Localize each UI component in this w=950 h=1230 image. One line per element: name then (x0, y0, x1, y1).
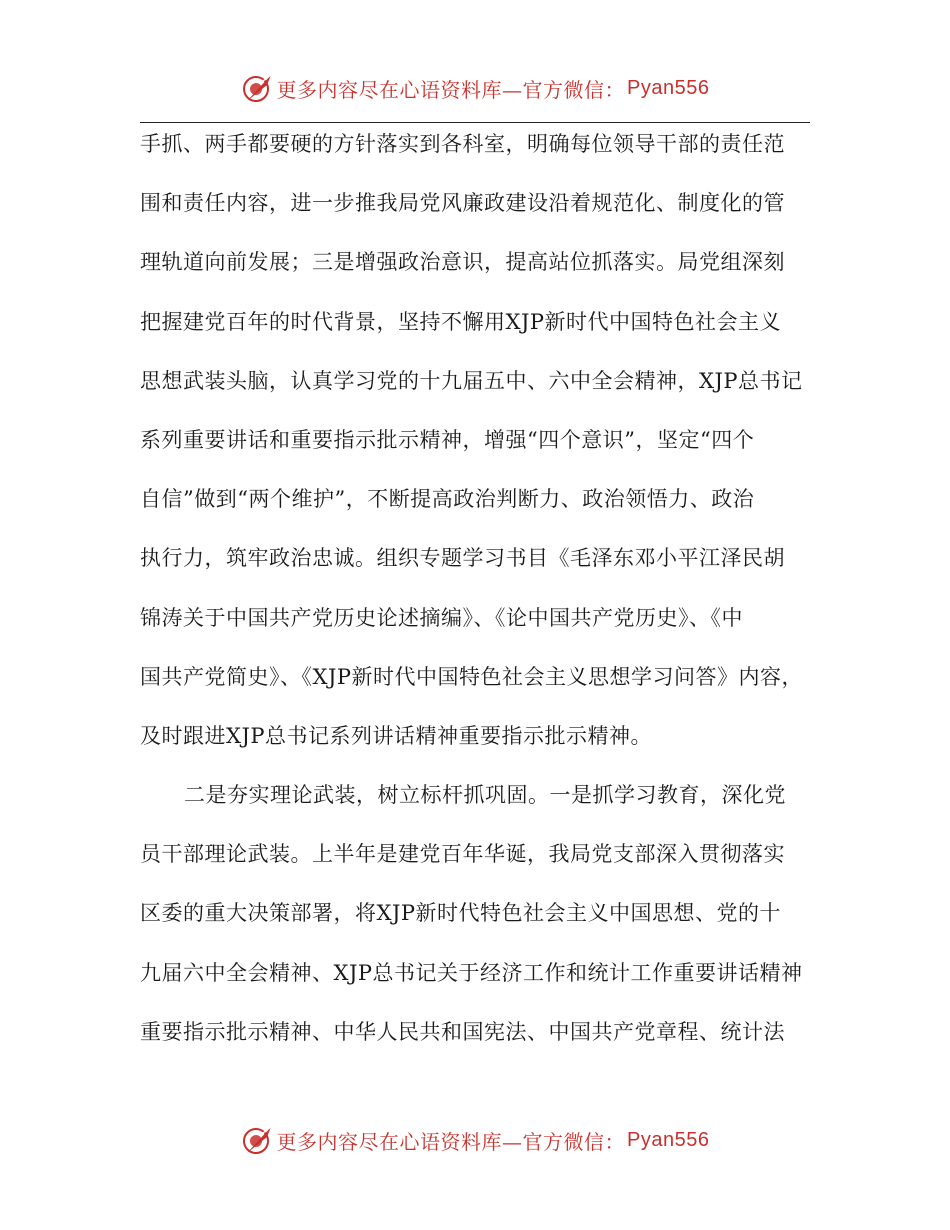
body-line: 及时跟进XJP总书记系列讲话精神重要指示批示精神。 (140, 723, 652, 748)
body-line: 自信”做到“两个维护”，不断提高政治判断力、政治领悟力、政治 (140, 487, 755, 512)
body-line: 围和责任内容，进一步推我局党风廉政建设沿着规范化、制度化的管 (140, 191, 785, 216)
header-wechat-id: Pyan556 (627, 76, 710, 99)
quill-pen-logo-icon (241, 1123, 275, 1157)
header-brand-text: 更多内容尽在心语资料库—官方微信： (276, 77, 626, 102)
page-header (0, 68, 950, 108)
body-line: 执行力，筑牢政治忠诚。组织专题学习书目《毛泽东邓小平江泽民胡 (140, 546, 785, 571)
body-line: 手抓、两手都要硬的方针落实到各科室，明确每位领导干部的责任范 (140, 132, 785, 156)
footer-brand-text: 更多内容尽在心语资料库—官方微信： (276, 1129, 626, 1154)
body-line: 九届六中全会精神、XJP总书记关于经济工作和统计工作重要讲话精神 (140, 960, 803, 985)
body-line: 区委的重大决策部署，将XJP新时代特色社会主义中国思想、党的十 (140, 901, 781, 926)
quill-pen-logo-icon (241, 71, 275, 105)
header-watermark (241, 71, 710, 105)
body-line: 理轨道向前发展；三是增强政治意识，提高站位抓落实。局党组深刻 (140, 250, 785, 275)
footer-watermark (241, 1123, 710, 1157)
body-line: 思想武装头脑，认真学习党的十九届五中、六中全会精神，XJP总书记 (140, 368, 803, 393)
body-line: 重要指示批示精神、中华人民共和国宪法、中国共产党章程、统计法 (140, 1019, 785, 1044)
body-line: 锦涛关于中国共产党历史论述摘编》、《论中国共产党历史》、《中 (140, 605, 743, 630)
footer-wechat-id: Pyan556 (627, 1128, 710, 1151)
paragraph-start-line: 二是夯实理论武装，树立标杆抓巩固。一是抓学习教育，深化党 (184, 783, 786, 808)
body-line: 员干部理论武装。上半年是建党百年华诞，我局党支部深入贯彻落实 (140, 842, 785, 867)
document-body (140, 115, 830, 1062)
page-footer (0, 1120, 950, 1160)
body-line: 国共产党简史》、《XJP新时代中国特色社会主义思想学习问答》内容， (140, 664, 803, 689)
body-line: 把握建党百年的时代背景，坚持不懈用XJP新时代中国特色社会主义 (140, 309, 781, 334)
body-line: 系列重要讲话和重要指示批示精神，增强“四个意识”，坚定“四个 (140, 427, 755, 452)
